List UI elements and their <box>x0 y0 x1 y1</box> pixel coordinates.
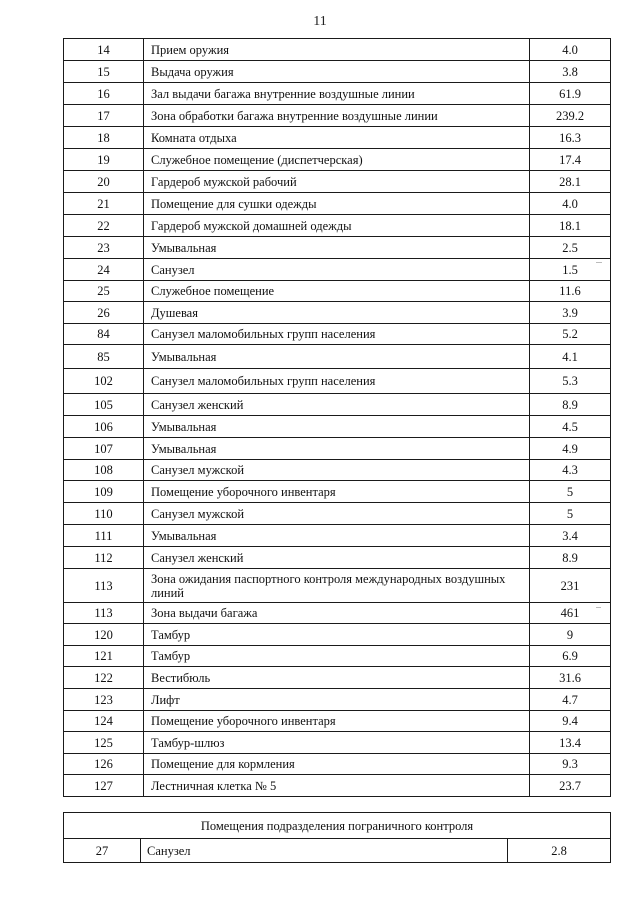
room-name: Гардероб мужской домашней одежды <box>144 215 530 237</box>
room-name: Санузел мужской <box>144 460 530 481</box>
room-area: 13.4 <box>530 732 611 754</box>
room-number: 84 <box>64 324 144 345</box>
room-name: Выдача оружия <box>144 61 530 83</box>
room-area: 5.2 <box>530 324 611 345</box>
room-name: Гардероб мужской рабочий <box>144 171 530 193</box>
table-row <box>64 345 611 369</box>
room-area: 5.3 <box>530 369 611 394</box>
table-row <box>64 193 611 215</box>
table-row <box>64 149 611 171</box>
table-row <box>64 237 611 259</box>
room-area: 3.9 <box>530 302 611 324</box>
room-name: Санузел маломобильных групп населения <box>144 324 530 345</box>
table-row <box>64 438 611 460</box>
room-name: Тамбур <box>144 646 530 667</box>
border-control-table <box>63 812 611 863</box>
room-number: 20 <box>64 171 144 193</box>
room-area: 4.1 <box>530 345 611 369</box>
room-area: 4.0 <box>530 193 611 215</box>
room-number: 123 <box>64 689 144 711</box>
room-number: 122 <box>64 667 144 689</box>
section-header-row <box>64 813 611 839</box>
room-name: Санузел <box>144 259 530 281</box>
table-row <box>64 525 611 547</box>
room-area: 4.0 <box>530 39 611 61</box>
room-number: 17 <box>64 105 144 127</box>
scan-speck <box>596 607 601 608</box>
room-name: Зона ожидания паспортного контроля международных воздушных линий <box>144 569 530 603</box>
table-row <box>64 775 611 797</box>
room-name: Зона обработки багажа внутренние воздушные линии <box>144 105 530 127</box>
table-row <box>64 732 611 754</box>
room-name: Вестибюль <box>144 667 530 689</box>
table-row <box>64 460 611 481</box>
room-name: Санузел маломобильных групп населения <box>144 369 530 394</box>
room-name: Санузел женский <box>144 547 530 569</box>
room-number: 26 <box>64 302 144 324</box>
scan-speck <box>596 262 602 263</box>
room-area: 3.8 <box>530 61 611 83</box>
room-area: 9 <box>530 624 611 646</box>
page-number: 11 <box>313 14 327 29</box>
room-area: 16.3 <box>530 127 611 149</box>
room-number: 19 <box>64 149 144 171</box>
room-name: Лифт <box>144 689 530 711</box>
room-name: Зона выдачи багажа <box>144 603 530 624</box>
room-number: 15 <box>64 61 144 83</box>
table-row <box>64 215 611 237</box>
room-area: 28.1 <box>530 171 611 193</box>
room-number: 27 <box>64 839 141 863</box>
room-name: Умывальная <box>144 438 530 460</box>
room-area: 461 <box>530 603 611 624</box>
room-area: 31.6 <box>530 667 611 689</box>
room-area: 3.4 <box>530 525 611 547</box>
room-number: 21 <box>64 193 144 215</box>
table-row <box>64 83 611 105</box>
room-area: 9.4 <box>530 711 611 732</box>
table-row <box>64 171 611 193</box>
room-name: Помещение уборочного инвентаря <box>144 481 530 503</box>
room-number: 108 <box>64 460 144 481</box>
room-name: Санузел мужской <box>144 503 530 525</box>
section-title: Помещения подразделения пограничного контроля <box>64 813 611 839</box>
table-row <box>64 302 611 324</box>
room-number: 106 <box>64 416 144 438</box>
room-number: 112 <box>64 547 144 569</box>
room-name: Служебное помещение (диспетчерская) <box>144 149 530 171</box>
room-area: 5 <box>530 503 611 525</box>
room-name: Умывальная <box>144 237 530 259</box>
table-row <box>64 416 611 438</box>
room-area: 23.7 <box>530 775 611 797</box>
room-name: Тамбур-шлюз <box>144 732 530 754</box>
room-number: 127 <box>64 775 144 797</box>
table-row <box>64 624 611 646</box>
rooms-table <box>63 38 611 797</box>
table-row <box>64 503 611 525</box>
room-area: 4.3 <box>530 460 611 481</box>
room-name: Помещение для кормления <box>144 754 530 775</box>
table-row <box>64 689 611 711</box>
room-number: 22 <box>64 215 144 237</box>
room-area: 2.8 <box>508 839 611 863</box>
room-name: Санузел <box>141 839 508 863</box>
room-name: Лестничная клетка № 5 <box>144 775 530 797</box>
table-row <box>64 39 611 61</box>
room-area: 1.5 <box>530 259 611 281</box>
table-row <box>64 259 611 281</box>
room-area: 2.5 <box>530 237 611 259</box>
room-area: 231 <box>530 569 611 603</box>
room-number: 120 <box>64 624 144 646</box>
table-row <box>64 281 611 302</box>
room-area: 5 <box>530 481 611 503</box>
room-area: 6.9 <box>530 646 611 667</box>
table-row <box>64 61 611 83</box>
room-number: 113 <box>64 603 144 624</box>
room-number: 105 <box>64 394 144 416</box>
room-number: 109 <box>64 481 144 503</box>
rooms-table-body <box>64 39 611 797</box>
room-number: 102 <box>64 369 144 394</box>
room-area: 8.9 <box>530 547 611 569</box>
room-name: Помещение уборочного инвентаря <box>144 711 530 732</box>
table-row <box>64 105 611 127</box>
room-area: 61.9 <box>530 83 611 105</box>
room-area: 18.1 <box>530 215 611 237</box>
table-row <box>64 481 611 503</box>
room-name: Тамбур <box>144 624 530 646</box>
room-name: Умывальная <box>144 416 530 438</box>
room-area: 239.2 <box>530 105 611 127</box>
room-number: 125 <box>64 732 144 754</box>
table-row <box>64 127 611 149</box>
room-number: 121 <box>64 646 144 667</box>
table-row <box>64 646 611 667</box>
room-area: 4.9 <box>530 438 611 460</box>
room-name: Служебное помещение <box>144 281 530 302</box>
table-row <box>64 711 611 732</box>
table-row <box>64 754 611 775</box>
table-row <box>64 569 611 603</box>
room-area: 8.9 <box>530 394 611 416</box>
table-row <box>64 369 611 394</box>
room-name: Санузел женский <box>144 394 530 416</box>
table-row <box>64 324 611 345</box>
table-row <box>64 667 611 689</box>
room-number: 14 <box>64 39 144 61</box>
room-number: 124 <box>64 711 144 732</box>
room-number: 126 <box>64 754 144 775</box>
room-number: 18 <box>64 127 144 149</box>
room-area: 4.5 <box>530 416 611 438</box>
room-area: 9.3 <box>530 754 611 775</box>
room-name: Комната отдыха <box>144 127 530 149</box>
room-name: Умывальная <box>144 345 530 369</box>
table-row <box>64 547 611 569</box>
room-number: 25 <box>64 281 144 302</box>
room-name: Прием оружия <box>144 39 530 61</box>
room-area: 17.4 <box>530 149 611 171</box>
room-number: 107 <box>64 438 144 460</box>
border-table-body <box>64 839 611 863</box>
room-number: 24 <box>64 259 144 281</box>
room-number: 113 <box>64 569 144 603</box>
room-number: 16 <box>64 83 144 105</box>
room-name: Умывальная <box>144 525 530 547</box>
room-number: 110 <box>64 503 144 525</box>
table-row <box>64 839 611 863</box>
room-number: 23 <box>64 237 144 259</box>
table-row <box>64 394 611 416</box>
room-number: 111 <box>64 525 144 547</box>
room-number: 85 <box>64 345 144 369</box>
room-area: 11.6 <box>530 281 611 302</box>
room-name: Душевая <box>144 302 530 324</box>
table-row <box>64 603 611 624</box>
room-area: 4.7 <box>530 689 611 711</box>
room-name: Помещение для сушки одежды <box>144 193 530 215</box>
room-name: Зал выдачи багажа внутренние воздушные линии <box>144 83 530 105</box>
